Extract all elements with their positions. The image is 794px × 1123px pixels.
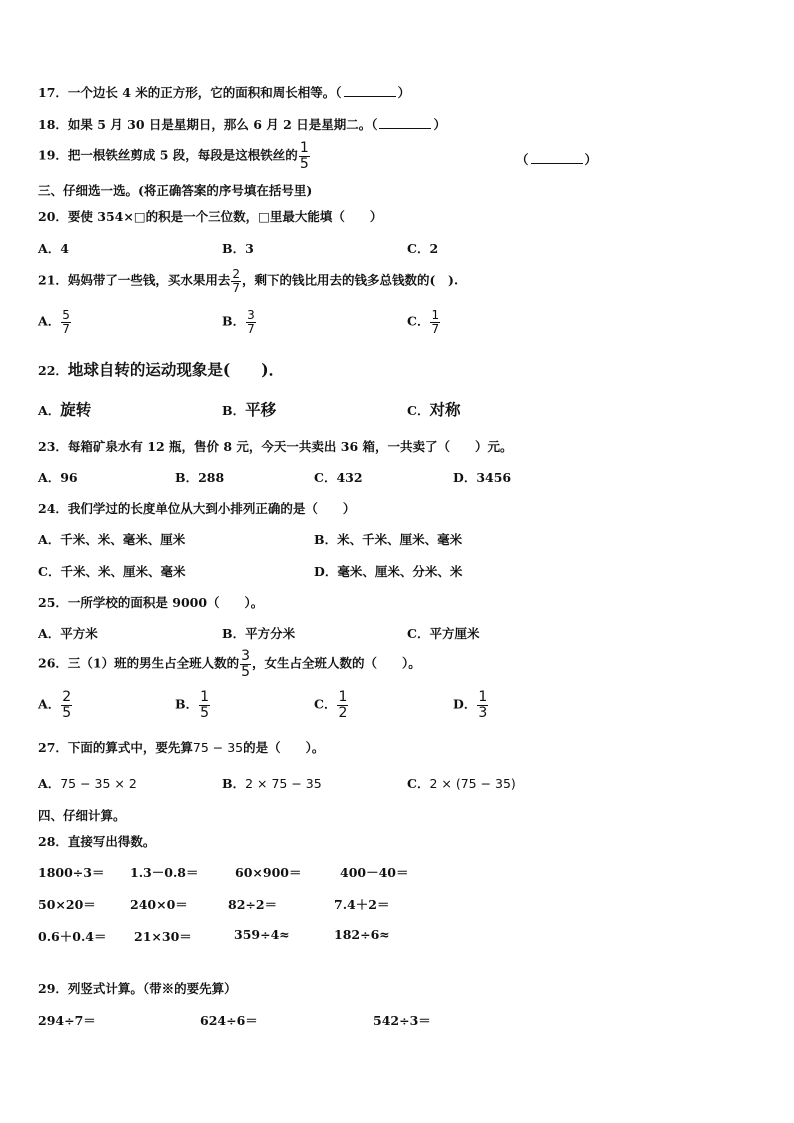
option-a: A．4: [38, 241, 69, 256]
answer-bracket: （ ）: [516, 152, 598, 167]
question-24: 24．我们学过的长度单位从大到小排列正确的是（ ）: [38, 501, 356, 516]
question-20: 20．要使 354×□的积是一个三位数，□里最大能填（ ）: [38, 209, 383, 224]
option-b: B．平方分米: [222, 626, 296, 641]
fraction: $\frac{1}{2}$: [338, 689, 348, 721]
section-title: 四、仔细计算。: [38, 808, 126, 823]
answer-blank[interactable]: [344, 85, 396, 97]
calc-item: 0.6＋0.4＝: [38, 929, 107, 944]
calc-item: 294÷7＝: [38, 1013, 96, 1028]
option-c: C．2 × (75 − 35): [407, 776, 516, 791]
calc-item: 542÷3＝: [373, 1013, 431, 1028]
option-c: C． $\frac{1}{7}$: [407, 308, 440, 336]
option-b: B． $\frac{3}{7}$: [222, 308, 255, 336]
question-25: 25．一所学校的面积是 9000（ ）。: [38, 595, 264, 610]
option-c: C．432: [314, 470, 363, 485]
option-b: B．米、千米、厘米、毫米: [314, 532, 463, 547]
option-c: C．平方厘米: [407, 626, 480, 641]
question-23: 23．每箱矿泉水有 12 瓶，售价 8 元，今天一共卖出 36 箱，一共卖了（ ）元。: [38, 439, 513, 454]
fraction: $\frac{3}{5}$: [241, 648, 251, 680]
calc-item: 359÷4≈: [234, 927, 290, 942]
fraction: $\frac{1}{5}$: [200, 689, 209, 721]
option-b: B．288: [175, 470, 225, 485]
option-c: C．2: [407, 241, 439, 256]
question-28: 28．直接写出得数。: [38, 834, 156, 849]
fraction: $\frac{1}{5}$: [299, 140, 309, 172]
option-d: D． $\frac{1}{3}$: [453, 689, 488, 721]
calc-item: 60×900＝: [235, 865, 302, 880]
fraction: $\frac{2}{7}$: [232, 267, 241, 295]
option-a: A．千米、米、毫米、厘米: [38, 532, 186, 547]
question-18: 18．如果 5 月 30 日是星期日，那么 6 月 2 日是星期二。（ ）: [38, 117, 446, 132]
option-d: D．毫米、厘米、分米、米: [314, 564, 463, 579]
option-a: A．75 − 35 × 2: [38, 776, 137, 791]
fraction: $\frac{5}{7}$: [62, 308, 70, 336]
calc-item: 1.3－0.8＝: [130, 865, 199, 880]
option-b: B．平移: [222, 400, 277, 419]
option-a: A． $\frac{5}{7}$: [38, 308, 70, 336]
option-d: D．3456: [453, 470, 512, 485]
calc-item: 400－40＝: [340, 865, 409, 880]
question-22: 22．地球自转的运动现象是( )．: [38, 360, 285, 379]
fraction: $\frac{2}{5}$: [62, 689, 72, 721]
calc-item: 7.4＋2＝: [334, 897, 390, 912]
calc-item: 50×20＝: [38, 897, 96, 912]
fraction: $\frac{3}{7}$: [247, 308, 255, 336]
calc-item: 624÷6＝: [200, 1013, 258, 1028]
question-17: 17．一个边长 4 米的正方形，它的面积和周长相等。（ ）: [38, 85, 411, 100]
option-a: A．平方米: [38, 626, 98, 641]
calc-item: 21×30＝: [134, 929, 192, 944]
calc-item: 82÷2＝: [228, 897, 278, 912]
question-27: 27．下面的算式中，要先算75 − 35的是（ ）。: [38, 740, 325, 755]
answer-blank[interactable]: [379, 117, 431, 129]
option-a: A．96: [38, 470, 78, 485]
section-title: 三、仔细选一选。(将正确答案的序号填在括号里): [38, 183, 313, 198]
question-21: 21．妈妈带了一些钱，买水果用去 $\frac{2}{7}$ ，剩下的钱比用去的钱多总钱数的( ).: [38, 267, 459, 295]
calc-item: 182÷6≈: [334, 927, 390, 942]
fraction: $\frac{1}{7}$: [431, 308, 440, 336]
option-b: B．2 × 75 − 35: [222, 776, 322, 791]
question-19: 19．把一根铁丝剪成 5 段，每段是这根铁丝的 $\frac{1}{5}$: [38, 140, 309, 172]
option-c: C． $\frac{1}{2}$: [314, 689, 348, 721]
question-26: 26．三（1）班的男生占全班人数的 $\frac{3}{5}$ ，女生占全班人数的（ ）。: [38, 648, 421, 680]
question-29: 29．列竖式计算。（带※的要先算）: [38, 981, 237, 996]
calc-item: 1800÷3＝: [38, 865, 105, 880]
option-a: A．旋转: [38, 400, 92, 419]
option-b: B．3: [222, 241, 254, 256]
answer-blank[interactable]: [531, 152, 583, 164]
option-c: C．对称: [407, 400, 461, 419]
calc-item: 240×0＝: [130, 897, 188, 912]
option-b: B． $\frac{1}{5}$: [175, 689, 209, 721]
option-c: C．千米、米、厘米、毫米: [38, 564, 186, 579]
option-a: A． $\frac{2}{5}$: [38, 689, 72, 721]
fraction: $\frac{1}{3}$: [478, 689, 488, 721]
